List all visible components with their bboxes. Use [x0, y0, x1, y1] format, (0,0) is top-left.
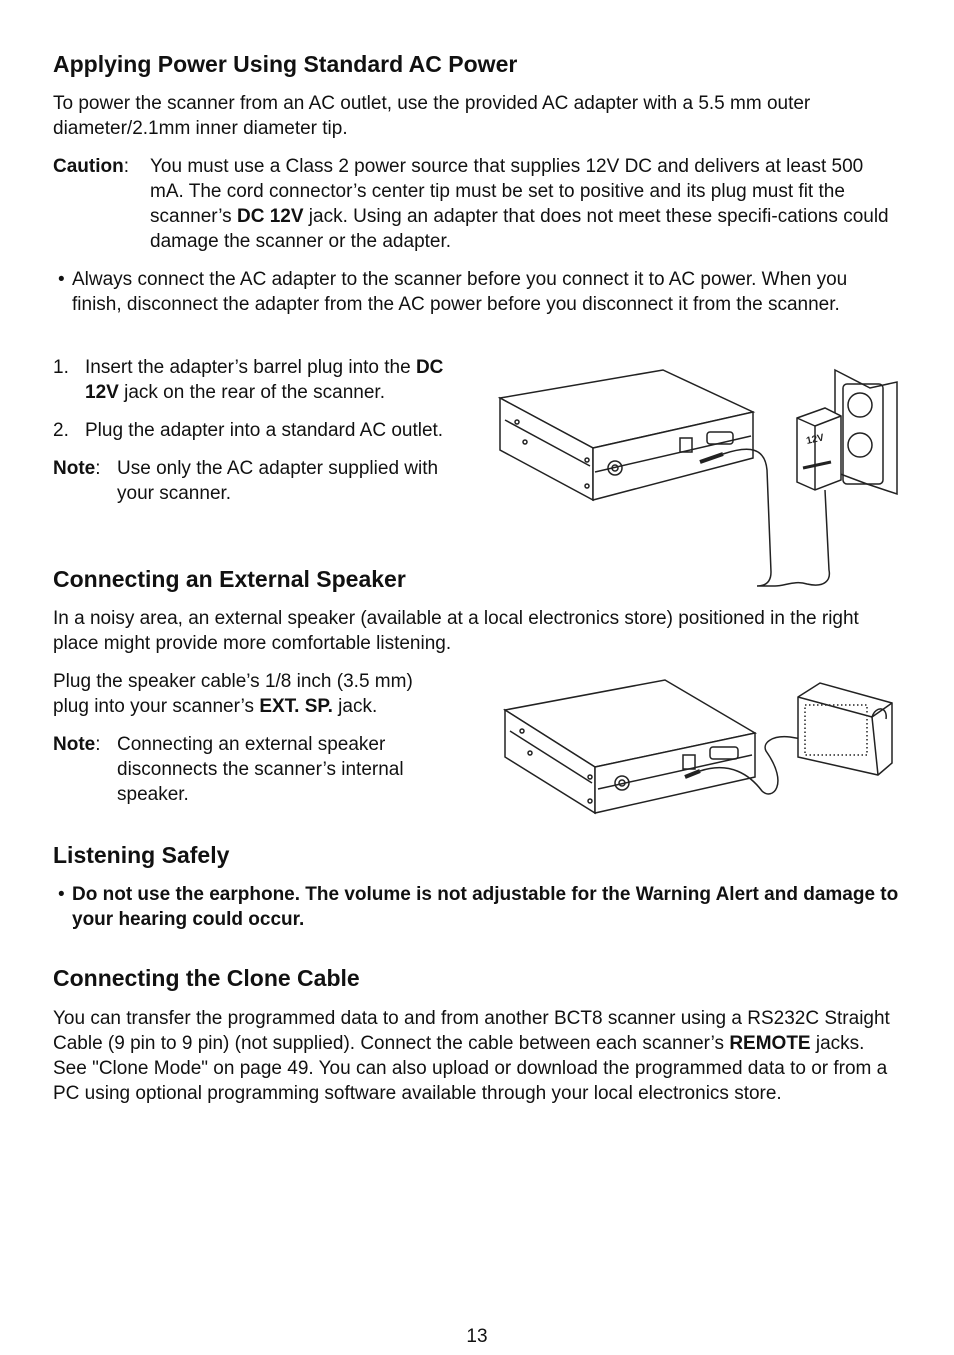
caution-label-wrap — [53, 154, 129, 179]
page-number: 13 — [466, 1326, 488, 1347]
heading-speaker: Connecting an External Speaker — [53, 566, 406, 592]
speaker-plug-text-2: jack. — [332, 696, 378, 717]
speaker-plug-text-1: Plug the speaker cable’s 1/8 inch (3.5 mm) plug into your scanner’s — [53, 671, 413, 717]
caution-text-1: You must use a Class 2 power source that supplies 12V DC and delivers at least 500 mA. The cord connector’s center tip must be set to positive and its plug must fit the scanner’s — [150, 156, 864, 227]
heading-listening: Listening Safely — [53, 842, 230, 868]
note-text-2: Connecting an external speaker disconnects the scanner’s internal speaker. — [117, 734, 404, 805]
caution-bold: DC 12V — [236, 206, 304, 227]
step1-bold: DC 12V — [85, 357, 444, 403]
caution-colon: : — [123, 156, 129, 177]
speaker-intro: In a noisy area, an external speaker (available at a local electronics store) positioned in the right place might provide more comfortable listening. — [53, 608, 859, 654]
clone-text — [53, 1006, 903, 1106]
ac-power-intro: To power the scanner from an AC outlet, use the provided AC adapter with a 5.5 mm outer diameter/2.1mm inner diameter tip. — [53, 93, 811, 139]
scanner-ac-adapter-illustration — [495, 360, 905, 592]
speaker-plug-bold: EXT. SP. — [259, 696, 333, 717]
note-text-1: Use only the AC adapter supplied with your scanner. — [117, 458, 439, 504]
clone-bold: REMOTE — [729, 1033, 811, 1054]
speaker-plug-text — [53, 669, 453, 719]
note-label-2: Note — [53, 734, 96, 755]
scanner-speaker-illustration — [500, 675, 900, 820]
note-label-wrap-1 — [53, 456, 101, 481]
step2-text: Plug the adapter into a standard AC outlet. — [85, 420, 444, 441]
note-colon-1: : — [95, 458, 101, 479]
heading-ac-power: Applying Power Using Standard AC Power — [53, 51, 518, 77]
adapter-label: 12V — [805, 432, 826, 447]
heading-clone: Connecting the Clone Cable — [53, 965, 360, 991]
listening-bullet-text: Do not use the earphone. The volume is not adjustable for the Warning Alert and damage to your hearing could occur. — [72, 884, 899, 930]
step1-num: 1. — [53, 357, 69, 378]
ac-bullet-text: Always connect the AC adapter to the scanner before you connect it to AC power. When you finish, disconnect the adapter from the AC power before you disconnect it from the scanner. — [72, 269, 848, 315]
step2-num: 2. — [53, 420, 69, 441]
clone-text-1: You can transfer the programmed data to and from another BCT8 scanner using a RS232C Straight Cable (9 pin to 9 pin) (not supplied). Connect the cable between each scanner’s — [53, 1008, 890, 1054]
note-colon-2: : — [95, 734, 101, 755]
caution-text-2: jack. Using an adapter that does not meet these specifi-cations could damage the scanner or the adapter. — [150, 206, 889, 252]
bullet-dot-icon: • — [58, 269, 65, 290]
step1-text-1: Insert the adapter’s barrel plug into the — [85, 357, 416, 378]
caution-label: Caution — [53, 156, 124, 177]
step1-text-2: jack on the rear of the scanner. — [118, 382, 385, 403]
caution-text — [150, 154, 900, 254]
clone-text-2: jacks. See "Clone Mode" on page 49. You can also upload or download the programmed data to or from a PC using optional programming software available through your local electronics store. — [53, 1033, 888, 1104]
step1-text — [85, 355, 480, 405]
note-label-wrap-2 — [53, 732, 101, 757]
note-label-1: Note — [53, 458, 96, 479]
bullet-dot-icon: • — [58, 884, 65, 905]
